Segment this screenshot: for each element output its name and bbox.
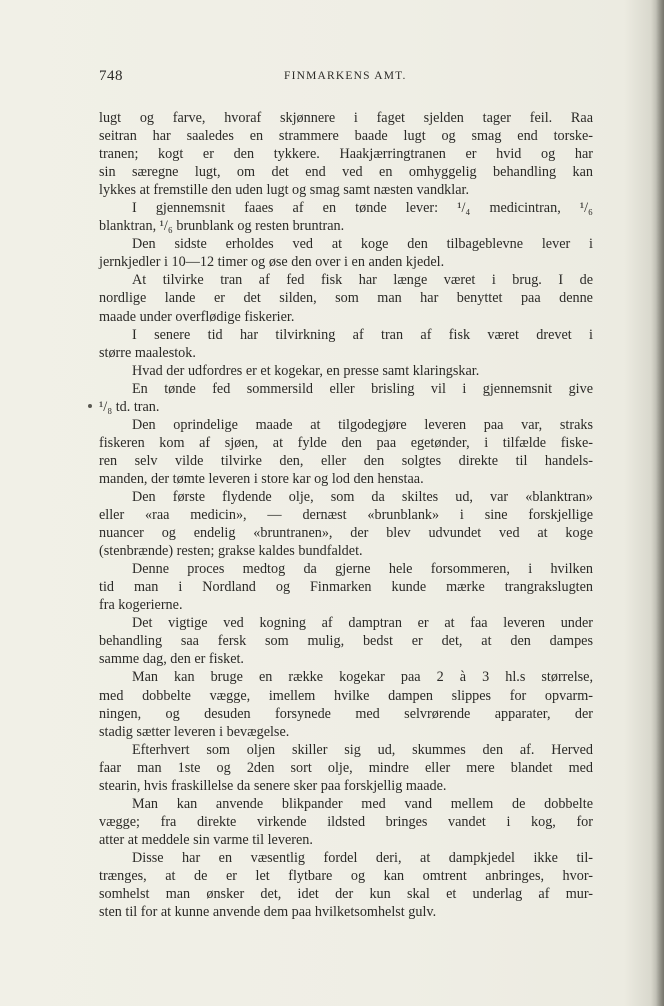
text-line: trænges, at de er let flytbare og kan omtrent anbringes, hvor- — [99, 867, 593, 884]
text-line: sin særegne lugt, om det end ved en omhyggelig behandling kan — [99, 164, 593, 181]
text-line: Den sidste erholdes ved at koge den tilbageblevne lever i — [132, 236, 593, 253]
text-line: I gjennemsnit faaes af en tønde lever: ¹/₄ medicintran, ¹/₆ — [132, 200, 593, 217]
text-line: atter at meddele sin varme til leveren. — [99, 831, 313, 848]
text-line: (stenbrænde) resten; grakse kaldes bundfaldet. — [99, 543, 363, 560]
text-line: stadig sætter leveren i bevægelse. — [99, 723, 290, 740]
text-line: lugt og farve, hvoraf skjønnere i faget sjelden tager feil. Raa — [99, 110, 593, 126]
text-line: Disse har en væsentlig fordel deri, at dampkjedel ikke til- — [132, 849, 593, 866]
text-line: somhelst man ønsker det, idet der kun skal et underlag af mur- — [99, 886, 593, 903]
text-line: Man kan bruge en række kogekar paa 2 à 3 hl.s størrelse, — [132, 669, 593, 686]
text-line: Efterhvert som oljen skiller sig ud, skummes den af. Herved — [132, 741, 593, 758]
text-line: stearin, hvis fraskillelse da senere sker paa forskjellig maade. — [99, 777, 447, 794]
text-line: samme dag, den er fisket. — [99, 651, 244, 668]
text-line: ningen, og desuden forsynede med selvrørende apparater, der — [99, 705, 593, 722]
text-line: nordlige lande er det silden, som man har benyttet paa denne — [99, 290, 593, 307]
page-edge-shadow — [656, 0, 664, 1006]
text-line: med dobbelte vægge, imellem hvilke dampen slippes for opvarm- — [99, 687, 593, 704]
text-line: tranen; kogt er den tykkere. Haakjærringtranen er hvid og har — [99, 146, 593, 163]
text-line: behandling saa fersk som mulig, bedst er det, at den dampes — [99, 633, 593, 650]
text-line: fiskeren kom af sjøen, at fylde den paa egetønder, i tilfælde fiske- — [99, 434, 593, 451]
text-line: lykkes at fremstille den uden lugt og smag samt næsten vandklar. — [99, 182, 469, 199]
text-line: I senere tid har tilvirkning af tran af fisk været drevet i — [132, 326, 593, 343]
text-line: nuancer og endelig «bruntranen», der blev udvundet ved at koge — [99, 525, 593, 542]
text-line: jernkjedler i 10—12 timer og øse den over i en anden kjedel. — [99, 254, 445, 271]
page-number: 748 — [99, 68, 123, 84]
text-line: tid man i Nordland og Finmarken kunde mærke trangrakslugten — [99, 579, 593, 596]
text-line: Hvad der udfordres er et kogekar, en presse samt klaringskar. — [132, 362, 480, 379]
text-line: større maalestok. — [99, 344, 196, 361]
text-line: fra kogerierne. — [99, 597, 183, 614]
text-line: At tilvirke tran af fed fisk har længe været i brug. I de — [132, 272, 593, 289]
text-line: maade under overflødige fiskerier. — [99, 308, 295, 325]
text-line: eller «raa medicin», — dernæst «brunblank» i sine forskjellige — [99, 507, 593, 524]
text-line: En tønde fed sommersild eller brisling vil i gjennemsnit give — [132, 380, 593, 397]
text-line: Den første flydende olje, som da skiltes ud, var «blanktran» — [132, 488, 593, 505]
text-line: vægge; fra direkte virkende ildsted bringes vandet i kog, for — [99, 813, 593, 830]
running-title: FINMARKENS AMT. — [284, 70, 407, 82]
text-line: Denne proces medtog da gjerne hele forsommeren, i hvilken — [132, 561, 593, 578]
text-line: blanktran, ¹/₆ brunblank og resten bruntran. — [99, 218, 345, 235]
text-line: Den oprindelige maade at tilgodegjøre leveren paa var, straks — [132, 416, 593, 433]
text-line: faar man 1ste og 2den sort olje, mindre eller mere blandet med — [99, 759, 593, 776]
body-text — [99, 109, 593, 921]
margin-mark — [88, 404, 92, 408]
page-header — [99, 68, 593, 88]
text-line: seitran har saaledes en strammere baade lugt og smag end torske- — [99, 128, 593, 145]
text-line: manden, der tømte leveren i store kar og lod den henstaa. — [99, 470, 424, 487]
text-line: Man kan anvende blikpander med vand mellem de dobbelte — [132, 795, 593, 812]
text-line: ¹/₈ td. tran. — [99, 398, 160, 415]
text-line: Det vigtige ved kogning af damptran er at faa leveren under — [132, 615, 593, 632]
text-line: ren selv vilde tilvirke den, eller den solgtes direkte til handels- — [99, 452, 593, 469]
text-line: sten til for at kunne anvende dem paa hvilketsomhelst gulv. — [99, 904, 437, 921]
